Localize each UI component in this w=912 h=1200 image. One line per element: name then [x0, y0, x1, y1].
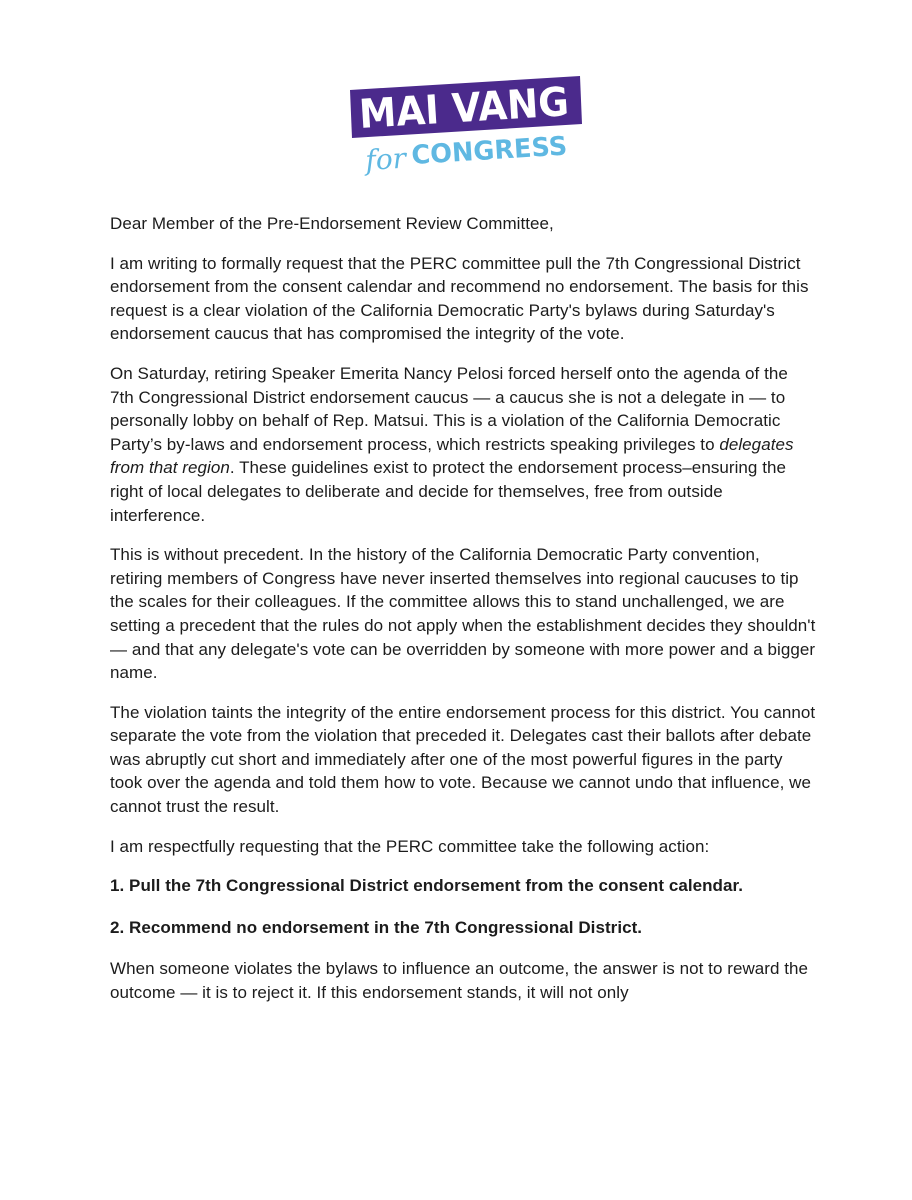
paragraph-violation-emphasis: delegates from that region — [110, 434, 794, 478]
action-item-1: 1. Pull the 7th Congressional District endorsement from the consent calendar. — [110, 876, 743, 896]
paragraph-integrity: The violation taints the integrity of the entire endorsement process for this district. You cannot separate the vote from the violation that preceded it. Delegates cast their ballots after debate was abruptly cut short and immediately after one of the most powerful figures in the party took over the agenda and told them how to vote. Because we cannot undo that influence, we cannot trust the result. — [110, 702, 816, 817]
logo-congress-text: CONGRESS — [410, 131, 571, 171]
campaign-logo — [0, 0, 912, 200]
paragraph-violation-part1: On Saturday, retiring Speaker Emerita Nancy Pelosi forced herself onto the agenda of the 7th Congressional District endorsement caucus — a caucus she is not a delegate in — to personally lobby on behalf of Rep. Matsui. This is a violation of the California Democratic Party’s by-laws and endorsement process, which restricts speaking privileges to — [110, 363, 788, 454]
logo-for-text: for — [364, 141, 407, 177]
salutation: Dear Member of the Pre-Endorsement Review Committee, — [110, 214, 554, 233]
paragraph-precedent: This is without precedent. In the history of the California Democratic Party convention, retiring members of Congress have never inserted themselves into regional caucuses to tip the scales for their colleagues. If the committee allows this to stand unchallenged, we are setting a precedent that the rules do not apply when the establishment decides they shouldn't — and that any delegate's vote can be overridden by someone with more power and a bigger name. — [110, 545, 816, 683]
action-item-2: 2. Recommend no endorsement in the 7th Congressional District. — [110, 917, 643, 937]
logo-name-text: MAI VANG — [357, 78, 586, 138]
paragraph-action-intro: I am respectfully requesting that the PERC committee take the following action: — [110, 836, 710, 856]
paragraph-closing: When someone violates the bylaws to influence an outcome, the answer is not to reward the outcome — it is to reject it. If this endorsement stands, it will not only — [110, 959, 809, 1003]
paragraph-request: I am writing to formally request that the PERC committee pull the 7th Congressional District endorsement from the consent calendar and recommend no endorsement. The basis for this request is a clear violation of the California Democratic Party's bylaws during Saturday's endorsement caucus that has compromised the integrity of the vote. — [110, 253, 809, 344]
paragraph-violation-part2: . These guidelines exist to protect the endorsement process–ensuring the right of local delegates to deliberate and decide for themselves, free from outside interference. — [110, 458, 786, 525]
paragraph-violation — [110, 362, 816, 527]
letter-body — [110, 212, 816, 1021]
